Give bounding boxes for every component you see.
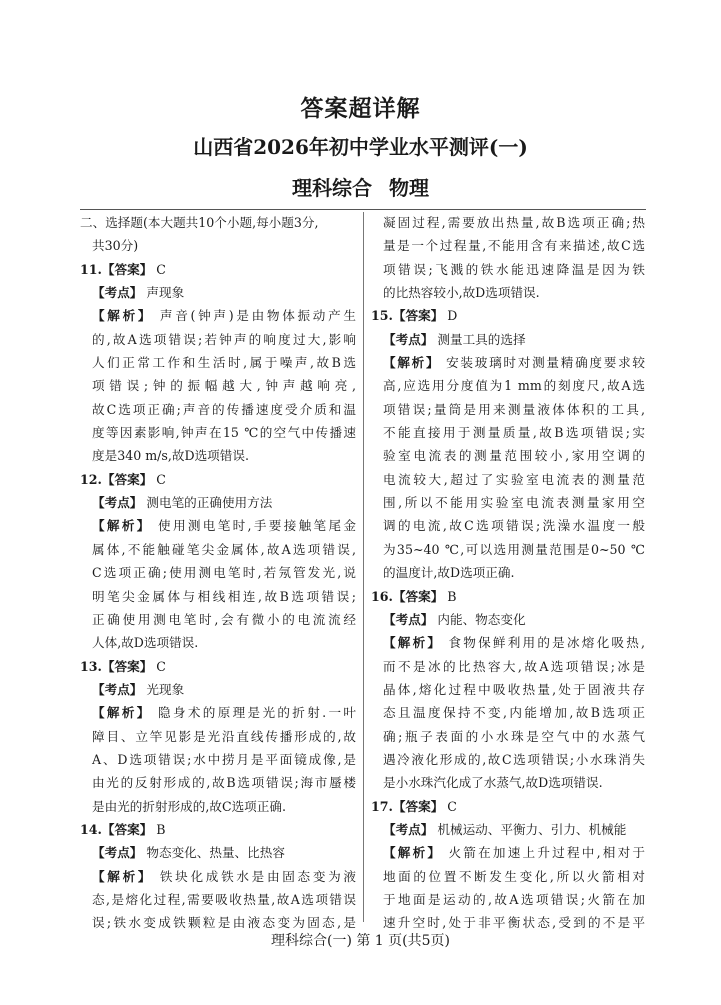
- line-text: 不能直接用于测量质量,故B选项错误;实: [383, 425, 645, 441]
- text-line: [80, 514, 356, 537]
- line-text: 由光的反射形成的,故B选项错误;海市蜃楼: [92, 775, 356, 791]
- text-line: [371, 281, 645, 304]
- topic-line: [80, 281, 356, 304]
- text-line: [80, 725, 356, 748]
- question-number: 12.: [80, 471, 102, 487]
- topic-label: 【考点】: [92, 681, 143, 697]
- answer-value: C: [152, 471, 166, 487]
- text-line: [80, 701, 356, 724]
- answer-value: D: [443, 308, 458, 324]
- text-line: [371, 421, 645, 444]
- text-line: [371, 491, 645, 514]
- text-line: [80, 748, 356, 771]
- answer-line: [80, 655, 356, 678]
- text-line: [80, 398, 356, 421]
- topic-line: [80, 678, 356, 701]
- text-line: [371, 561, 645, 584]
- text-line: [80, 374, 356, 397]
- text-line: [80, 234, 356, 257]
- answer-value: C: [152, 261, 166, 277]
- topic-label: 【考点】: [383, 331, 434, 347]
- line-text: 调的电流,故C选项错误;洗澡水温度一般: [383, 518, 645, 534]
- line-text: 量是一个过程量,不能用含有来描述,故C选: [383, 238, 645, 254]
- line-text: 度是340 m/s,故D选项错误.: [92, 448, 249, 464]
- text-line: [371, 211, 645, 234]
- topic-line: [371, 328, 645, 351]
- line-text: 度等因素影响,钟声在15 ℃的空气中传播速: [92, 425, 356, 441]
- analysis-label: 【解析】: [383, 635, 443, 651]
- text-line: [371, 351, 645, 374]
- question-number: 11.: [80, 261, 102, 277]
- line-text: 声现象: [142, 285, 185, 301]
- line-text: 人们正常工作和生活时,属于噪声,故B选: [92, 355, 356, 371]
- text-line: [80, 421, 356, 444]
- line-text: 故C选项正确;声音的传播速度受介质和温: [92, 401, 356, 417]
- answer-label: 【答案】: [101, 261, 153, 277]
- line-text: 确;瓶子表面的小水珠是空气中的水蒸气: [383, 728, 645, 744]
- answer-value: B: [443, 588, 457, 604]
- line-text: 声音(钟声)是由物体振动产生: [153, 308, 356, 324]
- page-footer: 理科综合(一) 第 1 页(共5页): [270, 933, 450, 949]
- line-text: 项错误;量筒是用来测量液体体积的工具,: [383, 401, 645, 417]
- line-text: 速升空时,处于非平衡状态,受到的不是平: [383, 915, 645, 931]
- text-line: [80, 328, 356, 351]
- question-number: 16.: [371, 588, 393, 604]
- answer-label: 【答案】: [101, 821, 153, 837]
- left-column: [80, 211, 356, 935]
- text-line: [371, 398, 645, 421]
- topic-line: [371, 608, 645, 631]
- answer-line: [371, 795, 645, 818]
- answer-value: B: [152, 821, 166, 837]
- text-line: [371, 258, 645, 281]
- answer-label: 【答案】: [392, 588, 444, 604]
- line-text: 使用测电笔时,手要接触笔尾金: [151, 518, 356, 534]
- line-text: 晶体,熔化过程中吸收热量,处于固液共存: [383, 681, 645, 697]
- line-text: C选项正确;使用测电笔时,若氖管发光,说: [92, 565, 356, 581]
- text-line: [371, 374, 645, 397]
- line-text: 为35~40 ℃,可以选用测量范围是0~50 ℃: [383, 541, 645, 557]
- analysis-label: 【解析】: [92, 705, 152, 721]
- text-line: [80, 585, 356, 608]
- text-line: [80, 631, 356, 654]
- question-number: 17.: [371, 798, 393, 814]
- answer-value: C: [152, 658, 166, 674]
- analysis-label: 【解析】: [383, 355, 441, 371]
- text-line: [371, 631, 645, 654]
- line-text: 内能、物态变化: [433, 611, 526, 627]
- line-text: 障目、立竿见影是光沿直线传播形成的,故: [92, 728, 356, 744]
- answer-label: 【答案】: [101, 471, 153, 487]
- text-line: [80, 351, 356, 374]
- line-text: 项错误;飞溅的铁水能迅速降温是因为铁: [383, 261, 645, 277]
- line-text: 的,故A选项错误;若钟声的响度过大,影响: [92, 331, 356, 347]
- topic-label: 【考点】: [92, 285, 143, 301]
- line-text: 食物保鲜利用的是冰熔化吸热,: [442, 635, 645, 651]
- line-text: 测电笔的正确使用方法: [142, 495, 273, 511]
- analysis-label: 【解析】: [383, 845, 443, 861]
- page-title: 答案超详解: [300, 96, 421, 122]
- line-text: 的温度计,故D选项正确.: [383, 565, 515, 581]
- topic-line: [80, 841, 356, 864]
- answer-line: [371, 304, 645, 327]
- analysis-label: 【解析】: [92, 308, 154, 324]
- right-column: [371, 211, 645, 935]
- line-text: 共30分): [92, 238, 139, 254]
- text-line: [371, 748, 645, 771]
- line-text: 明笔尖金属体与相线相连,故B选项错误;: [92, 588, 356, 604]
- question-number: 13.: [80, 658, 102, 674]
- text-line: [80, 538, 356, 561]
- line-text: 是由光的折射形成的,故C选项正确.: [92, 798, 286, 814]
- line-text: 人体,故D选项错误.: [92, 635, 199, 651]
- text-line: [371, 865, 645, 888]
- text-line: [371, 841, 645, 864]
- answer-value: C: [443, 798, 457, 814]
- text-line: [371, 701, 645, 724]
- answer-line: [80, 258, 356, 281]
- line-text: A、D选项错误;水中捞月是平面镜成像,是: [92, 751, 356, 767]
- line-text: 隐身术的原理是光的折射.一叶: [151, 705, 356, 721]
- answer-line: [80, 468, 356, 491]
- text-line: [80, 444, 356, 467]
- question-number: 14.: [80, 821, 102, 837]
- text-line: [80, 771, 356, 794]
- line-text: 测量工具的选择: [433, 331, 526, 347]
- topic-label: 【考点】: [383, 611, 434, 627]
- text-line: [80, 211, 356, 234]
- line-text: 而不是冰的比热容大,故A选项错误;冰是: [383, 658, 645, 674]
- line-text: 围,所以不能用实验室电流表测量家用空: [383, 495, 645, 511]
- line-text: 验室电流表的测量范围较小,家用空调的: [383, 448, 645, 464]
- text-line: [371, 888, 645, 911]
- line-text: 是小水珠汽化成了水蒸气,故D选项错误.: [383, 775, 603, 791]
- text-line: [80, 561, 356, 584]
- answer-label: 【答案】: [101, 658, 153, 674]
- topic-label: 【考点】: [92, 845, 143, 861]
- text-line: [80, 608, 356, 631]
- line-text: 态,是熔化过程,需要吸收热量,故A选项错误: [92, 891, 356, 907]
- subject-heading: 理科综合 物理: [292, 176, 429, 200]
- line-text: 态且温度保持不变,内能增加,故B选项正: [383, 705, 645, 721]
- text-line: [371, 771, 645, 794]
- analysis-label: 【解析】: [92, 518, 152, 534]
- line-text: 误;铁水变成铁颗粒是由液态变为固态,是: [92, 915, 356, 931]
- answer-line: [80, 818, 356, 841]
- line-text: 遇冷液化形成的,故C选项错误;小水珠消失: [383, 751, 645, 767]
- header-rule: [80, 209, 646, 210]
- text-line: [371, 655, 645, 678]
- line-text: 铁块化成铁水是由固态变为液: [153, 868, 356, 884]
- line-text: 二、选择题(本大题共10个小题,每小题3分,: [80, 215, 319, 230]
- topic-line: [80, 491, 356, 514]
- text-line: [80, 888, 356, 911]
- text-line: [371, 468, 645, 491]
- line-text: 凝固过程,需要放出热量,故B选项正确;热: [383, 215, 645, 230]
- line-text: 属体,不能触碰笔尖金属体,故A选项错误,: [92, 541, 356, 557]
- line-text: 物态变化、热量、比热容: [142, 845, 285, 861]
- line-text: 火箭在加速上升过程中,相对于: [442, 845, 645, 861]
- topic-label: 【考点】: [92, 495, 143, 511]
- line-text: 的比热容较小,故D选项错误.: [383, 285, 540, 301]
- text-line: [80, 304, 356, 327]
- line-text: 高,应选用分度值为1 mm的刻度尺,故A选: [383, 378, 645, 394]
- answer-label: 【答案】: [392, 798, 444, 814]
- line-text: 机械运动、平衡力、引力、机械能: [433, 821, 627, 837]
- line-text: 项错误;钟的振幅越大,钟声越响亮,: [92, 378, 356, 394]
- question-number: 15.: [371, 308, 393, 324]
- answer-line: [371, 585, 645, 608]
- topic-line: [371, 818, 645, 841]
- line-text: 地面的位置不断发生变化,所以火箭相对: [383, 868, 645, 884]
- text-line: [371, 444, 645, 467]
- text-line: [371, 678, 645, 701]
- line-text: 正确使用测电笔时,会有微小的电流流经: [92, 611, 356, 627]
- text-line: [371, 538, 645, 561]
- text-line: [371, 514, 645, 537]
- analysis-label: 【解析】: [92, 868, 154, 884]
- text-line: [80, 865, 356, 888]
- exam-subtitle: 山西省2026年初中学业水平测评(一): [193, 135, 528, 159]
- line-text: 电流较大,超过了实验室电流表的测量范: [383, 471, 645, 487]
- topic-label: 【考点】: [383, 821, 434, 837]
- text-line: [80, 795, 356, 818]
- text-line: [371, 725, 645, 748]
- text-line: [371, 234, 645, 257]
- answer-label: 【答案】: [392, 308, 444, 324]
- column-divider: [363, 212, 364, 922]
- line-text: 安装玻璃时对测量精确度要求较: [440, 355, 645, 371]
- line-text: 光现象: [142, 681, 185, 697]
- line-text: 于地面是运动的,故A选项错误;火箭在加: [383, 891, 645, 907]
